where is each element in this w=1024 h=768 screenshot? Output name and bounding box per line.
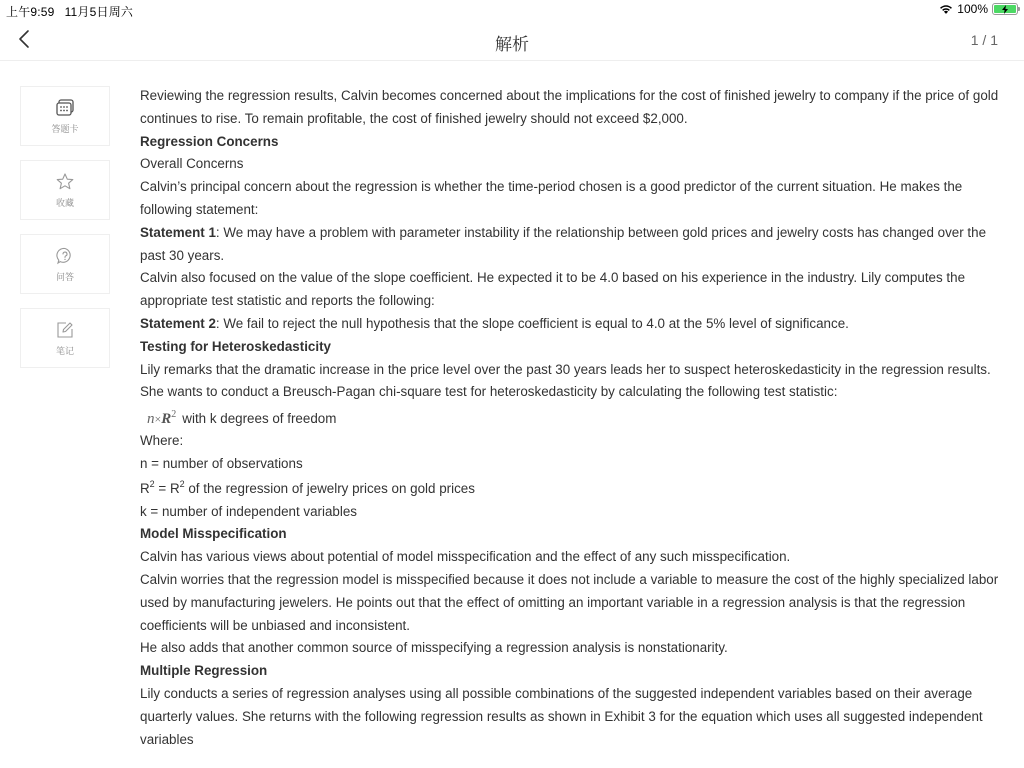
charging-bolt-icon xyxy=(1001,5,1009,14)
answer-card-button[interactable] xyxy=(20,86,110,146)
notes-button[interactable] xyxy=(20,308,110,368)
battery-percent: 100% xyxy=(957,2,988,16)
side-toolbar xyxy=(20,86,110,382)
notes-label: 笔记 xyxy=(55,345,74,356)
statement-2 xyxy=(140,313,1000,336)
note-edit-icon xyxy=(55,320,75,340)
favorite-button[interactable] xyxy=(20,160,110,220)
analysis-content xyxy=(140,85,1000,747)
status-right xyxy=(939,2,1018,16)
heading-multiple-regression: Multiple Regression xyxy=(140,663,268,679)
subheading-overall-concerns: Overall Concerns xyxy=(140,156,244,172)
page-title: 解析 xyxy=(495,35,529,54)
answer-card-label: 答题卡 xyxy=(51,123,79,134)
definition-k: k = number of independent variables xyxy=(140,503,357,519)
star-icon xyxy=(55,172,75,192)
nav-bar xyxy=(0,20,1024,61)
heading-heteroskedasticity: Testing for Heteroskedasticity xyxy=(140,338,331,354)
favorite-label: 收藏 xyxy=(55,197,74,208)
slope-paragraph: Calvin also focused on the value of the slope coefficient. He expected it to be 4.0 based on his experience in the industry. Lily computes the appropriate test statistic and reports the following: xyxy=(140,270,966,309)
definition-r2: $R^2 = R^2$ of the regression of jewelry prices on gold prices xyxy=(140,478,475,496)
question-bubble-icon xyxy=(55,246,75,266)
battery-icon xyxy=(992,3,1018,15)
status-time: 上午9:59 xyxy=(6,5,55,19)
formula-description: with k degrees of freedom xyxy=(182,411,337,427)
status-left xyxy=(6,3,143,20)
heading-model-misspecification: Model Misspecification xyxy=(140,526,287,542)
omitted-variable-paragraph: Calvin worries that the regression model is misspecified because it does not include a variable to measure the cost of the highly specialized labor used by manufacturing jewelers. He points out that the effect of omitting an important variable in a regression analysis is that the regression coefficients will be unbiased and inconsistent. xyxy=(140,571,999,633)
statement-1-label: Statement 1 xyxy=(140,224,216,240)
misspecification-views-paragraph: Calvin has various views about potential of model misspecification and the effect of any such misspecification. xyxy=(140,549,791,565)
intro-paragraph: Reviewing the regression results, Calvin becomes concerned about the implications for the cost of finished jewelry to company if the price of gold continues to rise. To remain profitable, the cost of finished jewelry should not exceed $2,000. xyxy=(140,88,999,126)
heteroskedasticity-paragraph: Lily remarks that the dramatic increase in the price level over the past 30 years leads her to suspect heteroskedasticity in the regression results. She wants to conduct a Breusch-Pagan chi-square test for heteroskedasticity by calculating the following test statistic: xyxy=(140,361,991,400)
page-indicator: 1 / 1 xyxy=(970,32,998,48)
nonstationarity-paragraph: He also adds that another common source of misspecifying a regression analysis is nonstationarity. xyxy=(140,640,728,656)
wifi-icon xyxy=(939,3,953,15)
statement-1-text: : We may have a problem with parameter instability if the relationship between gold prices and jewelry costs has changed over the past 30 years. xyxy=(140,224,987,263)
multiple-regression-paragraph: Lily conducts a series of regression analyses using all possible combinations of the suggested independent variables based on their average quarterly values. She returns with the following regression results as shown in Exhibit 3 for the equation which uses all suggested independent variables xyxy=(140,685,983,747)
statement-2-text: : We fail to reject the null hypothesis that the slope coefficient is equal to 4.0 at the 5% level of significance. xyxy=(215,315,849,331)
statement-1 xyxy=(140,222,1000,268)
statement-2-label: Statement 2 xyxy=(140,315,216,331)
bp-formula: $n\times R^2$ xyxy=(147,409,177,428)
formula-line xyxy=(140,404,1000,430)
qa-label: 问答 xyxy=(55,271,74,282)
status-date: 11月5日周六 xyxy=(64,5,134,19)
heading-regression-concerns: Regression Concerns xyxy=(140,133,279,149)
qa-button[interactable] xyxy=(20,234,110,294)
where-label: Where: xyxy=(140,433,184,449)
answer-card-icon xyxy=(55,98,75,118)
principal-concern-paragraph: Calvin’s principal concern about the regression is whether the time-period chosen is a good predictor of the current situation. He makes the following statement: xyxy=(140,179,963,217)
status-bar xyxy=(0,0,1024,20)
definition-n: n = number of observations xyxy=(140,455,303,471)
